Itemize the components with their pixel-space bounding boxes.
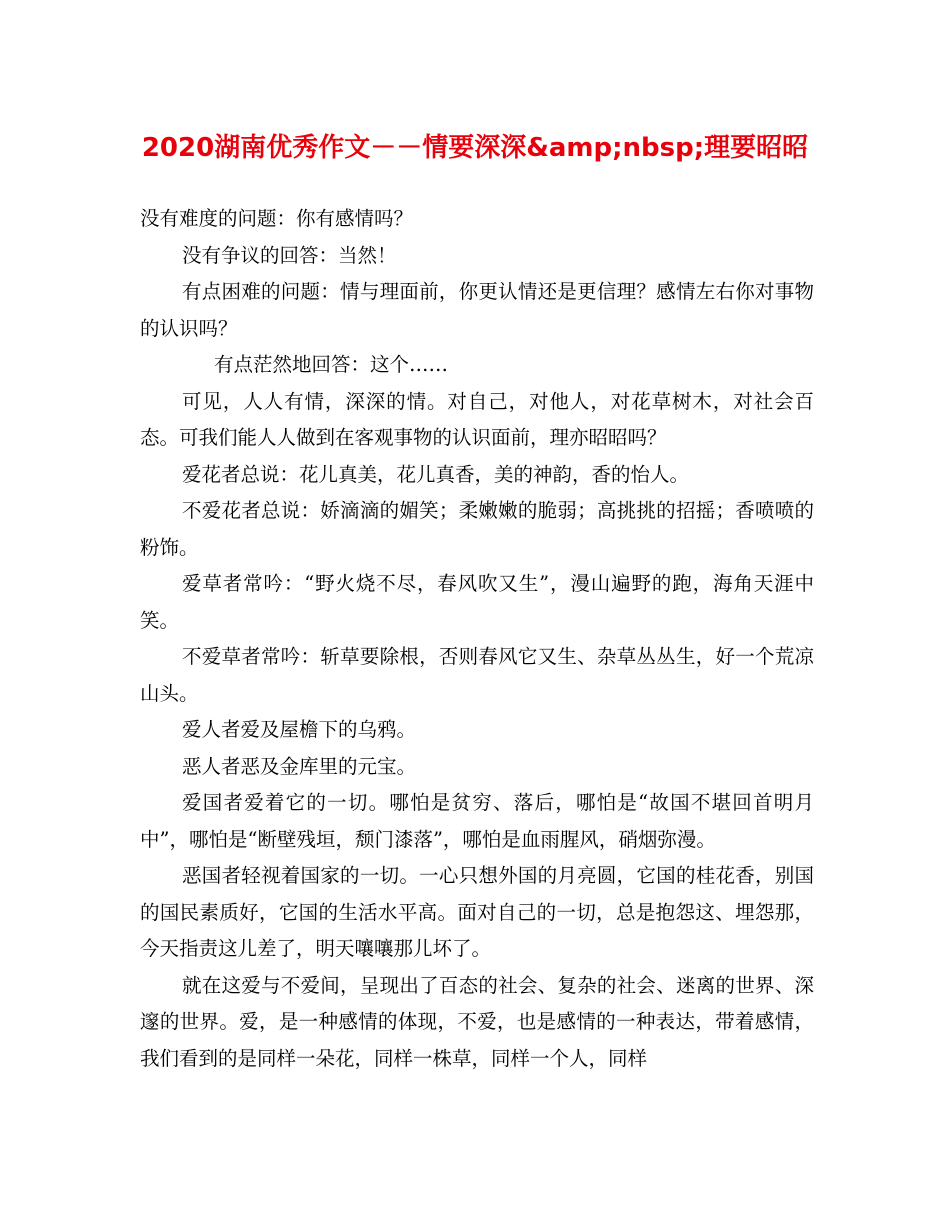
paragraph: 有点困难的问题：情与理面前，你更认情还是更信理？感情左右你对事物的认识吗？ [140,280,814,340]
paragraph: 不爱花者总说：娇滴滴的媚笑；柔嫩嫩的脆弱；高挑挑的招摇；香喷喷的粉饰。 [140,499,814,559]
paragraph: 没有难度的问题：你有感情吗？ [140,207,414,230]
paragraph: 没有争议的回答：当然！ [182,243,397,267]
paragraph: 就在这爱与不爱间，呈现出了百态的社会、复杂的社会、迷离的世界、深邃的世界。爱，是一种感情的体现，不爱，也是感情的一种表达，带着感情，我们看到的是同样一朵花，同样一株草，同样一个人，同样 [140,973,814,1070]
paragraph: 爱人者爱及屋檐下的乌鸦。 [182,718,417,741]
document-title: 2020湖南优秀作文－－情要深深&amp;nbsp;理要昭昭 [141,133,809,163]
paragraph: 不爱草者常吟：斩草要除根，否则春风它又生、杂草丛丛生，好一个荒凉山头。 [140,645,814,705]
paragraph: 恶人者恶及金库里的元宝。 [182,754,417,778]
paragraph: 爱花者总说：花儿真美，花儿真香，美的神韵，香的怡人。 [182,462,690,486]
paragraph: 恶国者轻视着国家的一切。一心只想外国的月亮圆，它国的桂花香，别国的国民素质好，它国的生活水平高。面对自己的一切，总是抱怨这、埋怨那，今天指责这儿差了，明天嚷嚷那儿坏了。 [140,864,814,960]
paragraph: 有点茫然地回答：这个…… [214,353,449,376]
paragraph: 可见，人人有情，深深的情。对自己，对他人，对花草树木，对社会百态。可我们能人人做到在客观事物的认识面前，理亦昭昭吗？ [140,389,814,449]
paragraph: 爱国者爱着它的一切。哪怕是贫穷、落后，哪怕是“故国不堪回首明月中”，哪怕是“断壁残垣，颓门漆落”，哪怕是血雨腥风，硝烟弥漫。 [140,791,814,851]
document-body [140,201,814,1077]
paragraph: 爱草者常吟：“野火烧不尽，春风吹又生”，漫山遍野的跑，海角天涯中笑。 [140,572,814,632]
